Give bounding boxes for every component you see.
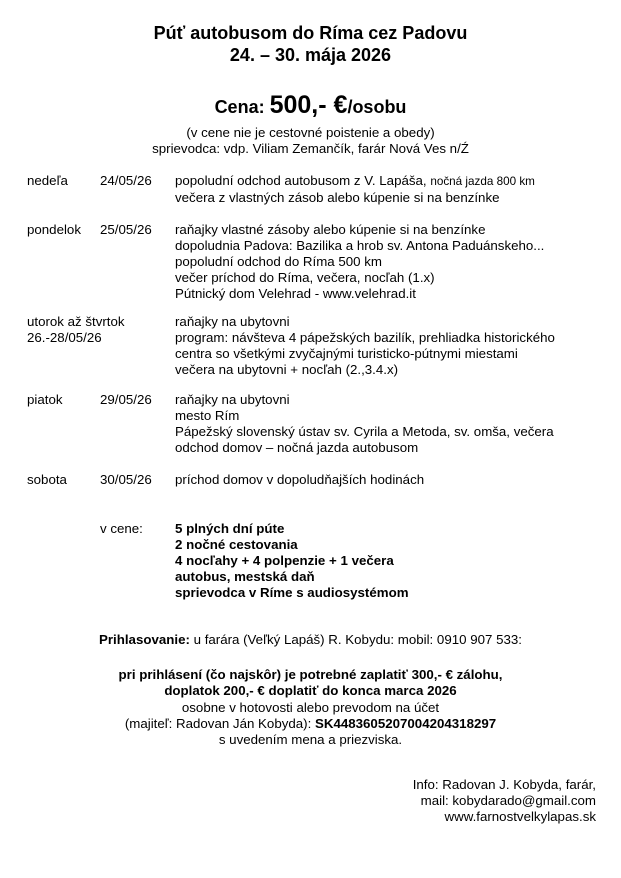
itinerary-day: utorok až štvrtok [27, 314, 125, 329]
itinerary-line: centra so všetkými zvyčajnými turisticko-pútnymi miestami [175, 346, 518, 361]
itinerary-line: odchod domov – nočná jazda autobusom [175, 440, 419, 455]
footer-mail: mail: kobydarado@gmail.com [420, 793, 596, 809]
itinerary-line: raňajky na ubytovni [175, 314, 290, 329]
itinerary-day: pondelok [27, 222, 81, 237]
itinerary-row-tue-thu [27, 314, 621, 378]
itinerary-row-friday [27, 392, 621, 456]
itinerary-line-small: nočná jazda 800 km [430, 175, 535, 188]
itinerary-date: 30/05/26 [100, 472, 152, 487]
included-block [100, 521, 621, 601]
itinerary-day-date [27, 314, 175, 378]
itinerary-line: večera na ubytovni + nocľah (2.,3.4.x) [175, 362, 399, 377]
price-amount: 500,- € [269, 91, 348, 119]
footer-info: Info: Radovan J. Kobyda, farár, [412, 777, 596, 793]
payment-note-line: s uvedením mena a priezviska. [218, 732, 403, 748]
iban: SK4483605207004204318297 [314, 715, 497, 731]
itinerary-line-main: popoludní odchod autobusom z V. Lapáša, [175, 173, 427, 188]
itinerary-line: príchod domov v dopoludňajších hodinách [175, 472, 425, 487]
itinerary-line: Pútnický dom Velehrad - www.velehrad.it [175, 286, 416, 301]
itinerary-day: piatok [27, 392, 63, 407]
itinerary-line: večer príchod do Ríma, večera, nocľah (1.x) [175, 270, 435, 285]
price-line [0, 92, 621, 120]
itinerary-line: mesto Rím [175, 408, 240, 423]
payment-account-line [0, 716, 621, 732]
payment-method-line: osobne v hotovosti alebo prevodom na účet [181, 699, 440, 715]
itinerary-date: 25/05/26 [100, 222, 152, 237]
signup-line [0, 632, 621, 648]
itinerary-row-saturday [27, 472, 621, 488]
included-item: sprievodca v Ríme s audiosystémom [175, 585, 409, 600]
itinerary-line: dopoludnia Padova: Bazilika a hrob sv. Antona Paduánskeho... [175, 238, 545, 253]
itinerary [27, 173, 621, 488]
itinerary-day: nedeľa [27, 173, 68, 188]
itinerary-line: raňajky vlastné zásoby alebo kúpenie si na benzínke [175, 222, 486, 237]
itinerary-line: večera z vlastných zásob alebo kúpenie si na benzínke [175, 190, 500, 205]
itinerary-details [175, 472, 621, 488]
itinerary-line: Pápežský slovenský ústav sv. Cyrila a Metoda, sv. omša, večera [175, 424, 554, 439]
price-note: (v cene nie je cestovné poistenie a obedy) [186, 125, 435, 140]
payment-block [0, 667, 621, 748]
price-label: Cena: [214, 97, 265, 117]
itinerary-line: popoludní odchod do Ríma 500 km [175, 254, 382, 269]
included-item: 5 plných dní púte [175, 521, 285, 536]
signup-label: Prihlasovanie: [99, 632, 190, 647]
itinerary-date: 29/05/26 [100, 392, 152, 407]
itinerary-day: sobota [27, 472, 67, 487]
itinerary-details [175, 314, 621, 378]
account-owner: (majiteľ: Radovan Ján Kobyda): [124, 715, 315, 731]
itinerary-details [175, 173, 621, 206]
signup-text: u farára (Veľký Lapáš) R. Kobydu: mobil: 0910 907 533: [189, 632, 522, 647]
itinerary-line: program: návšteva 4 pápežských bazilík, prehliadka historického [175, 330, 555, 345]
payment-deposit-line: pri prihlásení (čo najskôr) je potrebné zaplatiť 300,- € zálohu, [118, 667, 503, 682]
included-label: v cene: [100, 521, 143, 536]
included-item: 4 nocľahy + 4 polpenzie + 1 večera [175, 553, 394, 568]
included-item: 2 nočné cestovania [175, 537, 298, 552]
itinerary-line [175, 173, 621, 190]
footer-contact [0, 777, 596, 825]
itinerary-details [175, 392, 621, 456]
document-title: Púť autobusom do Ríma cez Padovu [153, 23, 468, 43]
payment-balance-line: doplatok 200,- € doplatiť do konca marca 2026 [164, 683, 457, 699]
itinerary-line: raňajky na ubytovni [175, 392, 290, 407]
price-unit: /osobu [347, 97, 407, 117]
guide-line: sprievodca: vdp. Viliam Zemančík, farár Nová Ves n/Ź [152, 141, 469, 156]
itinerary-row-monday [27, 222, 621, 302]
included-item: autobus, mestská daň [175, 569, 315, 584]
itinerary-date: 26.-28/05/26 [27, 330, 102, 345]
footer-website: www.farnostvelkylapas.sk [444, 809, 596, 825]
itinerary-row-sunday [27, 173, 621, 206]
document-date-range: 24. – 30. mája 2026 [229, 45, 392, 65]
itinerary-date: 24/05/26 [100, 173, 152, 188]
itinerary-details [175, 222, 621, 302]
included-items [175, 521, 409, 601]
document-header [0, 0, 621, 66]
